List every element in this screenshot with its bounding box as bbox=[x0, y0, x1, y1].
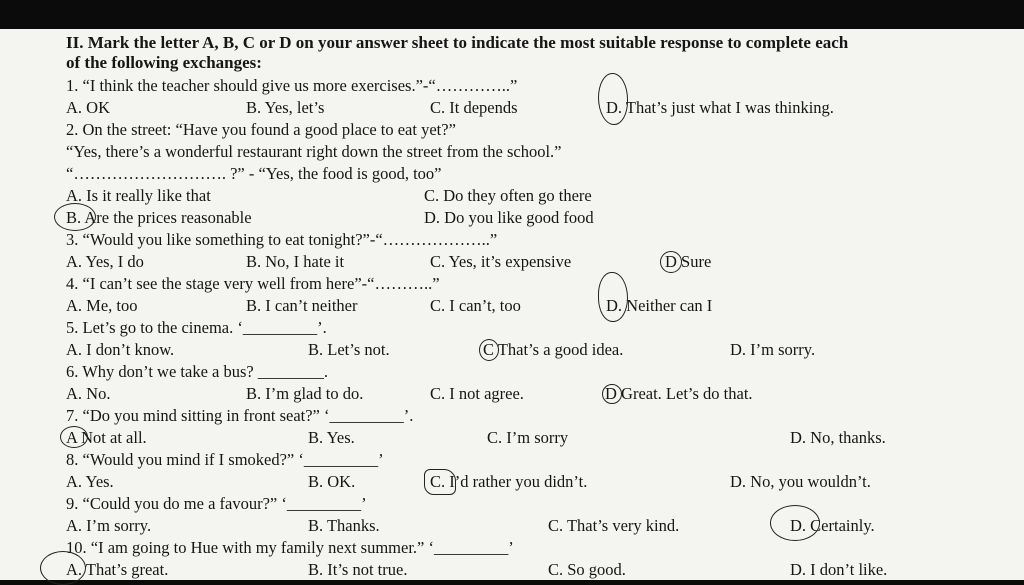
q10-option-c[interactable]: C. So good. bbox=[548, 560, 626, 579]
q9-option-d[interactable]: D. Certainly. bbox=[790, 516, 875, 535]
q4-option-c[interactable]: C. I can’t, too bbox=[430, 296, 521, 315]
q4-option-d[interactable]: D. Neither can I bbox=[606, 296, 713, 315]
q3-option-b[interactable]: B. No, I hate it bbox=[246, 252, 345, 271]
q10-option-b[interactable]: B. It’s not true. bbox=[308, 560, 408, 579]
q7-option-d[interactable]: D. No, thanks. bbox=[790, 428, 886, 447]
question-2-stem-line1: 2. On the street: “Have you found a good place to eat yet?” bbox=[66, 120, 456, 139]
question-10-stem: 10. “I am going to Hue with my family next summer.” ‘_________’ bbox=[66, 538, 514, 557]
q2-option-b[interactable]: B. Are the prices reasonable bbox=[66, 208, 252, 227]
q8-option-b[interactable]: B. OK. bbox=[308, 472, 356, 491]
q8-option-a[interactable]: A. Yes. bbox=[66, 472, 114, 491]
q5-option-a[interactable]: A. I don’t know. bbox=[66, 340, 175, 359]
q5-option-d[interactable]: D. I’m sorry. bbox=[730, 340, 816, 359]
q2-option-c[interactable]: C. Do they often go there bbox=[424, 186, 592, 205]
q9-option-a[interactable]: A. I’m sorry. bbox=[66, 516, 152, 535]
q10-option-d[interactable]: D. I don’t like. bbox=[790, 560, 888, 579]
q1-option-c[interactable]: C. It depends bbox=[430, 98, 518, 117]
q1-option-a[interactable]: A. OK bbox=[66, 98, 110, 117]
q7-option-a[interactable]: A Not at all. bbox=[66, 428, 147, 447]
q1-option-d[interactable]: D. That’s just what I was thinking. bbox=[606, 98, 834, 117]
q3-option-a[interactable]: A. Yes, I do bbox=[66, 252, 144, 271]
q4-option-b[interactable]: B. I can’t neither bbox=[246, 296, 358, 315]
question-2-stem-line3: “………………………. ?” - “Yes, the food is good, too” bbox=[66, 164, 442, 183]
q2-option-a[interactable]: A. Is it really like that bbox=[66, 186, 211, 205]
q7-option-b[interactable]: B. Yes. bbox=[308, 428, 355, 447]
q1-option-b[interactable]: B. Yes, let’s bbox=[246, 98, 325, 117]
q3-option-c[interactable]: C. Yes, it’s expensive bbox=[430, 252, 572, 271]
question-6-stem: 6. Why don’t we take a bus? ________. bbox=[66, 362, 328, 381]
q9-option-c[interactable]: C. That’s very kind. bbox=[548, 516, 680, 535]
question-7-stem: 7. “Do you mind sitting in front seat?” ‘_________’. bbox=[66, 406, 414, 425]
q5-option-c[interactable]: C That’s a good idea. bbox=[483, 340, 624, 359]
worksheet-page bbox=[0, 29, 1024, 580]
q5-option-b[interactable]: B. Let’s not. bbox=[308, 340, 390, 359]
q8-option-c[interactable]: C. I’d rather you didn’t. bbox=[430, 472, 588, 491]
q6-option-b[interactable]: B. I’m glad to do. bbox=[246, 384, 364, 403]
q2-option-d[interactable]: D. Do you like good food bbox=[424, 208, 594, 227]
question-2-stem-line2: “Yes, there’s a wonderful restaurant right down the street from the school.” bbox=[66, 142, 562, 161]
q3-option-d[interactable]: D Sure bbox=[665, 252, 712, 271]
section-title: II. Mark the letter A, B, C or D on your answer sheet to indicate the most suitable response to complete each bbox=[66, 33, 849, 52]
q6-option-c[interactable]: C. I not agree. bbox=[430, 384, 524, 403]
q6-option-d[interactable]: D Great. Let’s do that. bbox=[605, 384, 753, 403]
q6-option-a[interactable]: A. No. bbox=[66, 384, 111, 403]
q4-option-a[interactable]: A. Me, too bbox=[66, 296, 138, 315]
q10-option-a[interactable]: A. That’s great. bbox=[66, 560, 169, 579]
q9-option-b[interactable]: B. Thanks. bbox=[308, 516, 380, 535]
question-3-stem: 3. “Would you like something to eat tonight?”-“………………..” bbox=[66, 230, 498, 249]
q8-option-d[interactable]: D. No, you wouldn’t. bbox=[730, 472, 871, 491]
q7-option-c[interactable]: C. I’m sorry bbox=[487, 428, 569, 447]
question-4-stem: 4. “I can’t see the stage very well from here”-“………..” bbox=[66, 274, 440, 293]
question-9-stem: 9. “Could you do me a favour?” ‘_________’ bbox=[66, 494, 367, 513]
question-1-stem: 1. “I think the teacher should give us more exercises.”-“…………..” bbox=[66, 76, 518, 95]
question-5-stem: 5. Let’s go to the cinema. ‘_________’. bbox=[66, 318, 327, 337]
question-8-stem: 8. “Would you mind if I smoked?” ‘_________’ bbox=[66, 450, 384, 469]
section-title-continued: of the following exchanges: bbox=[66, 53, 262, 72]
